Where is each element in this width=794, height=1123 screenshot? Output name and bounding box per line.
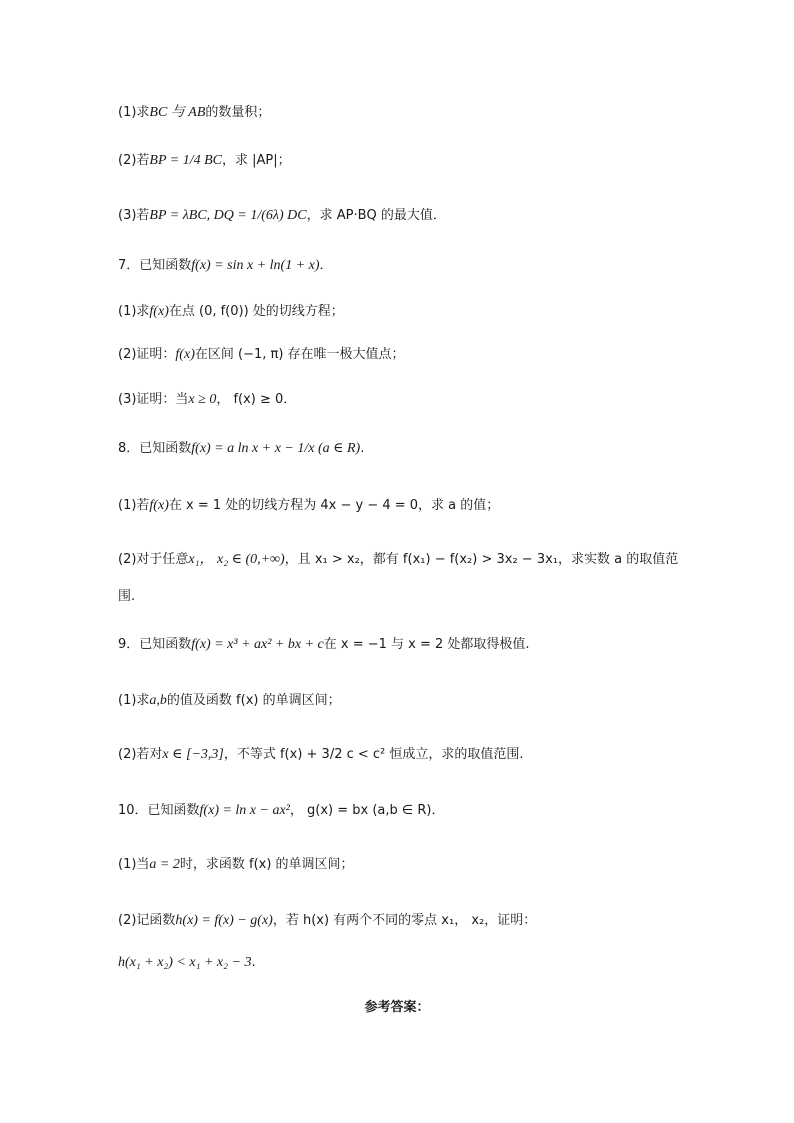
line-13-prefix: (2)若对 — [118, 747, 163, 762]
line-11 — [118, 635, 530, 655]
line-6-math: x ≥ 0 — [188, 392, 217, 407]
line-8-suffix: 在 x = 1 处的切线方程为 4x − y − 4 = 0，求 a 的值； — [168, 498, 500, 513]
line-6-suffix: ， f(x) ≥ 0． — [216, 392, 297, 407]
line-13-suffix: ，不等式 f(x) + 3/2 c < c² 恒成立，求的取值范围. — [223, 747, 524, 762]
line-10-suffix: 围. — [118, 589, 136, 604]
line-16-math: h(x) = f(x) − g(x) — [175, 913, 273, 928]
line-14-suffix: ， g(x) = bx (a,b ∈ R)． — [289, 803, 445, 818]
line-14-prefix: 10．已知函数 — [118, 803, 200, 818]
line-1 — [118, 151, 291, 171]
line-17 — [118, 953, 256, 973]
line-1-prefix: (2)若 — [118, 153, 150, 168]
line-14-math: f(x) = ln x − ax² — [199, 803, 290, 818]
line-7 — [118, 439, 364, 459]
line-12-suffix: 的值及函数 f(x) 的单调区间； — [166, 693, 341, 708]
answer-title: 参考答案： — [364, 1000, 430, 1015]
line-8 — [118, 496, 499, 516]
line-4-prefix: (1)求 — [118, 304, 150, 319]
line-0-prefix: (1)求 — [118, 105, 150, 120]
line-9-prefix: (2)对于任意 — [118, 552, 189, 567]
line-7-suffix: . — [360, 441, 365, 456]
line-8-prefix: (1)若 — [118, 498, 150, 513]
line-5 — [118, 345, 405, 365]
line-5-math: f(x) — [175, 347, 195, 362]
line-11-suffix: 在 x = −1 与 x = 2 处都取得极值. — [323, 637, 530, 652]
line-1-math: BP = 1/4 BC — [149, 153, 222, 168]
line-11-math: f(x) = x³ + ax² + bx + c — [191, 637, 324, 652]
line-9 — [118, 550, 678, 570]
line-4-suffix: 在点 (0, f(0)) 处的切线方程； — [168, 304, 344, 319]
line-16-suffix: ，若 h(x) 有两个不同的零点 x₁， x₂，证明： — [272, 913, 537, 928]
line-4 — [118, 302, 344, 322]
line-3 — [118, 256, 333, 276]
line-15-suffix: 时，求函数 f(x) 的单调区间； — [179, 857, 354, 872]
line-5-prefix: (2)证明： — [118, 347, 176, 362]
line-15 — [118, 855, 354, 875]
line-12-math: a,b — [149, 693, 167, 708]
line-8-math: f(x) — [149, 498, 169, 513]
line-3-math: f(x) = sin x + ln(1 + x) — [191, 258, 320, 273]
line-11-prefix: 9．已知函数 — [118, 637, 192, 652]
line-5-suffix: 在区间 (−1, π) 存在唯一极大值点； — [194, 347, 405, 362]
line-2-math: BP = λBC, DQ = 1/(6λ) DC — [149, 208, 307, 223]
line-17-suffix: . — [251, 955, 256, 970]
line-0 — [118, 103, 270, 123]
line-16-prefix: (2)记函数 — [118, 913, 176, 928]
line-7-math: f(x) = a ln x + x − 1/x (a ∈ R) — [191, 441, 361, 456]
line-2-suffix: ，求 AP·BQ 的最大值． — [306, 208, 446, 223]
line-2-prefix: (3)若 — [118, 208, 150, 223]
line-13-math: x ∈ [−3,3] — [162, 747, 224, 762]
line-6-prefix: (3)证明：当 — [118, 392, 189, 407]
line-10 — [118, 587, 135, 607]
line-17-math: h(x₁ + x₂) < x₁ + x₂ − 3 — [118, 955, 252, 970]
line-12 — [118, 691, 341, 711]
line-12-prefix: (1)求 — [118, 693, 150, 708]
line-1-suffix: ，求 |AP|； — [222, 153, 291, 168]
line-16 — [118, 911, 536, 931]
line-14 — [118, 801, 444, 821]
line-6 — [118, 390, 296, 410]
line-15-prefix: (1)当 — [118, 857, 150, 872]
line-15-math: a = 2 — [149, 857, 180, 872]
line-0-suffix: 的数量积； — [205, 105, 271, 120]
line-4-math: f(x) — [149, 304, 169, 319]
line-0-math: BC 与 AB — [149, 105, 206, 120]
line-3-prefix: 7．已知函数 — [118, 258, 192, 273]
line-2 — [118, 206, 446, 226]
line-9-suffix: ，且 x₁ > x₂，都有 f(x₁) − f(x₂) > 3x₂ − 3x₁，求实数 a 的取值范 — [284, 552, 679, 567]
line-3-suffix: ． — [319, 258, 333, 273]
line-13 — [118, 745, 524, 765]
line-7-prefix: 8．已知函数 — [118, 441, 192, 456]
line-9-math: x₁， x₂ ∈ (0,+∞) — [188, 552, 285, 567]
